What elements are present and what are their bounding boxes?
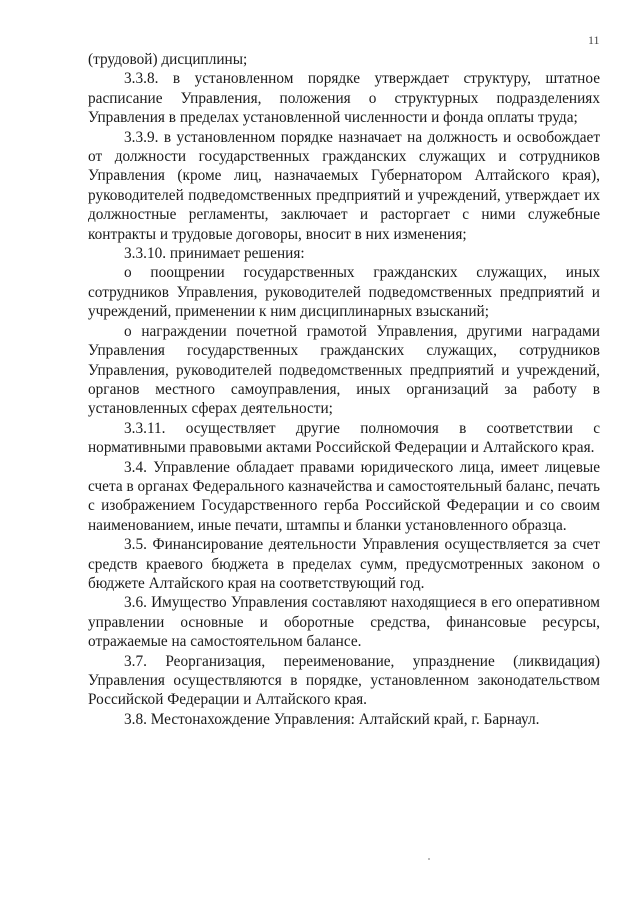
paragraph-3-3-10: 3.3.10. принимает решения: [124,245,305,263]
paragraph-3-3-11: 3.3.11. осуществляет другие полномочия в соответствии с нормативными правовыми актами Российской Федерации и Алтайского края. [88,419,600,457]
paragraph-awards: о награждении почетной грамотой Управления, другими наградами Управления государственных гражданских служащих, сотрудников Управления, руководителей подведомственных предприятий и учреждений, органов местного самоуправления, иных организаций за работу в установленных сферах деятельности; [88,322,600,418]
scan-speck [428,858,430,860]
paragraph: (трудовой) дисциплины; [88,51,248,68]
paragraph-3-6: 3.6. Имущество Управления составляют находящиеся в его оперативном управлении основные и оборотные средства, финансовые ресурсы, отражаемые на самостоятельном балансе. [88,594,600,651]
paragraph-3-8: 3.8. Местонахождение Управления: Алтайский край, г. Барнаул. [124,710,540,728]
paragraph-3-5: 3.5. Финансирование деятельности Управления осуществляется за счет средств краевого бюджета в пределах сумм, предусмотренных законом о бюджете Алтайского края на соответствующий год. [88,536,600,592]
paragraph-3-4: 3.4. Управление обладает правами юридического лица, имеет лицевые счета в органах Федерального казначейства и самостоятельный баланс, печать с изображением Государственного герба Российской Федерации и со своим наименованием, иные печати, штампы и бланки установленного образца. [88,458,600,534]
page-number: 11 [588,33,600,47]
paragraph-3-7: 3.7. Реорганизация, переименование, упразднение (ликвидация) Управления осуществляются в порядке, установленном законодательством Российской Федерации и Алтайского края. [88,652,600,709]
document-body [88,50,600,729]
paragraph-encouragement: о поощрении государственных гражданских служащих, иных сотрудников Управления, руководителей подведомственных предприятий и учреждений, применении к ним дисциплинарных взысканий; [88,264,600,321]
paragraph-3-3-9: 3.3.9. в установленном порядке назначает на должность и освобождает от должности государственных гражданских служащих и сотрудников Управления (кроме лиц, назначаемых Губернатором Алтайского края), руководителей подведомственных предприятий и учреждений, утверждает их должностные регламенты, заключает и расторгает с ними служебные контракты и трудовые договоры, вносит в них изменения; [88,128,600,243]
paragraph-3-3-8: 3.3.8. в установленном порядке утверждает структуру, штатное расписание Управления, положения о структурных подразделениях Управления в пределах установленной численности и фонда оплаты труда; [88,70,600,127]
